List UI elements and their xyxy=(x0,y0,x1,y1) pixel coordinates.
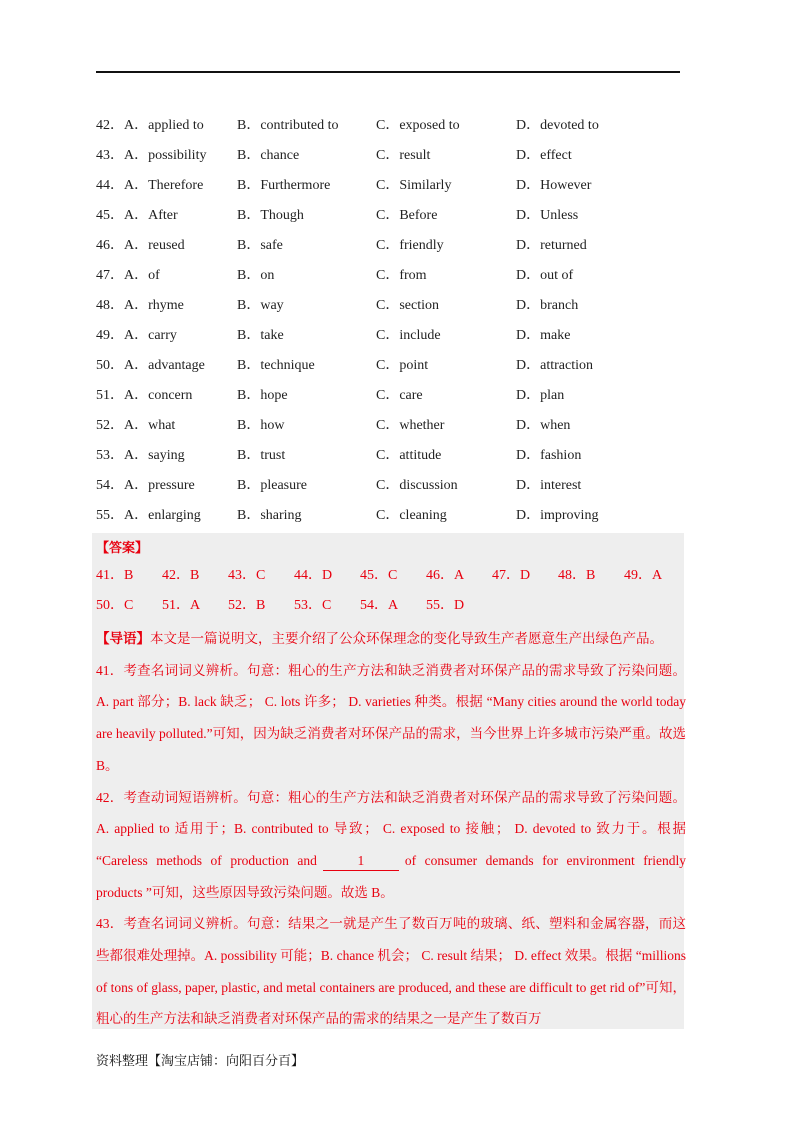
option-c: C．discussion xyxy=(376,478,458,493)
question-row xyxy=(96,141,696,171)
option-c: C．include xyxy=(376,328,441,343)
option-a: 50．A．advantage xyxy=(96,358,205,373)
option-b: B．pleasure xyxy=(237,478,307,493)
header-rule xyxy=(96,71,680,73)
question-row xyxy=(96,111,696,141)
option-b: B．chance xyxy=(237,148,300,163)
option-b: B．sharing xyxy=(237,508,302,523)
explanation xyxy=(96,623,686,1035)
blank-field: 1 xyxy=(323,852,399,871)
option-c: C．cleaning xyxy=(376,508,447,523)
question-row xyxy=(96,471,696,501)
option-a: 53．A．saying xyxy=(96,448,185,463)
explanation-41: 41．考查名词词义辨析。句意：粗心的生产方法和缺乏消费者对环保产品的需求导致了污染问题。A. part 部分；B. lack 缺乏； C. lots 许多； D. varieties 种类。根据 “Many cities around the world today are heavily polluted.”可知，因为缺乏消费者对环保产品的需求，当今世界上许多城市污染严重。故选 B。 xyxy=(96,662,686,773)
answer-item: 44．D xyxy=(294,568,333,583)
question-row xyxy=(96,231,696,261)
question-list xyxy=(96,111,696,531)
explanation-42-part2: of consumer demands for environment friendly products ”可知，这些原因导致污染问题。故选 B。 xyxy=(96,852,686,900)
option-c: C．result xyxy=(376,148,431,163)
guide-text: 本文是一篇说明文，主要介绍了公众环保理念的变化导致生产者愿意生产出绿色产品。 xyxy=(150,631,663,646)
question-row xyxy=(96,261,696,291)
answer-item: 52．B xyxy=(228,598,266,613)
option-a: 46．A．reused xyxy=(96,238,185,253)
option-d: D．effect xyxy=(516,148,572,163)
question-row xyxy=(96,411,696,441)
option-d: D．returned xyxy=(516,238,587,253)
question-row xyxy=(96,351,696,381)
option-c: C．whether xyxy=(376,418,445,433)
question-row xyxy=(96,321,696,351)
answer-item: 50．C xyxy=(96,598,134,613)
option-d: D．branch xyxy=(516,298,579,313)
question-row xyxy=(96,171,696,201)
answer-item: 42．B xyxy=(162,568,200,583)
option-b: B．take xyxy=(237,328,284,343)
option-d: D．Unless xyxy=(516,208,579,223)
option-a: 54．A．pressure xyxy=(96,478,195,493)
option-c: C．Before xyxy=(376,208,438,223)
option-d: D．However xyxy=(516,178,592,193)
answer-block xyxy=(92,533,684,1029)
option-b: B．trust xyxy=(237,448,286,463)
explanation-42 xyxy=(96,782,686,909)
option-a: 51．A．concern xyxy=(96,388,193,403)
guide-tag: 【导语】 xyxy=(96,631,150,646)
answer-item: 41．B xyxy=(96,568,134,583)
explanation-43: 43．考查名词词义辨析。句意：结果之一就是产生了数百万吨的玻璃、纸、塑料和金属容器，而这些都很难处理掉。A. possibility 可能；B. chance 机会； C. result 结果； D. effect 效果。根据 “millions of tons of glass, paper, plastic, and metal containers are produced, and these are difficult to get rid of”可知，粗心的生产方法和缺乏消费者对环保产品的需求的结果之一是产生了数百万 xyxy=(96,916,686,1027)
question-row xyxy=(96,381,696,411)
answer-item: 46．A xyxy=(426,568,465,583)
option-a: 55．A．enlarging xyxy=(96,508,201,523)
option-d: D．improving xyxy=(516,508,599,523)
option-c: C．care xyxy=(376,388,423,403)
option-b: B．on xyxy=(237,268,275,283)
option-b: B．way xyxy=(237,298,284,313)
answer-item: 48．B xyxy=(558,568,596,583)
option-d: D．when xyxy=(516,418,571,433)
option-b: B．technique xyxy=(237,358,315,373)
option-c: C．from xyxy=(376,268,427,283)
option-c: C．point xyxy=(376,358,429,373)
option-d: D．plan xyxy=(516,388,565,403)
option-d: D．out of xyxy=(516,268,574,283)
option-c: C．exposed to xyxy=(376,118,460,133)
option-b: B．how xyxy=(237,418,285,433)
option-b: B．safe xyxy=(237,238,283,253)
answer-item: 53．C xyxy=(294,598,332,613)
option-c: C．attitude xyxy=(376,448,442,463)
footer-source: 资料整理【淘宝店铺：向阳百分百】 xyxy=(96,1054,305,1069)
option-c: C．section xyxy=(376,298,439,313)
option-a: 49．A．carry xyxy=(96,328,177,343)
option-a: 43．A．possibility xyxy=(96,148,207,163)
guide-paragraph xyxy=(96,623,686,655)
answer-item: 45．C xyxy=(360,568,398,583)
question-row xyxy=(96,201,696,231)
option-b: B．Though xyxy=(237,208,304,223)
option-b: B．hope xyxy=(237,388,288,403)
option-a: 45．A．After xyxy=(96,208,178,223)
option-d: D．make xyxy=(516,328,571,343)
option-a: 42．A．applied to xyxy=(96,118,204,133)
option-a: 44．A．Therefore xyxy=(96,178,204,193)
option-c: C．Similarly xyxy=(376,178,452,193)
option-d: D．devoted to xyxy=(516,118,599,133)
option-a: 47．A．of xyxy=(96,268,160,283)
answer-item: 43．C xyxy=(228,568,266,583)
answer-heading: 【答案】 xyxy=(96,541,149,556)
option-a: 48．A．rhyme xyxy=(96,298,184,313)
question-row xyxy=(96,291,696,321)
option-a: 52．A．what xyxy=(96,418,176,433)
option-d: D．attraction xyxy=(516,358,593,373)
question-row xyxy=(96,501,696,531)
question-row xyxy=(96,441,696,471)
answer-item: 47．D xyxy=(492,568,531,583)
answer-item: 51．A xyxy=(162,598,201,613)
option-c: C．friendly xyxy=(376,238,444,253)
answer-item: 49．A xyxy=(624,568,663,583)
option-d: D．fashion xyxy=(516,448,582,463)
option-b: B．Furthermore xyxy=(237,178,331,193)
answer-item: 55．D xyxy=(426,598,465,613)
answer-item: 54．A xyxy=(360,598,399,613)
explanation-42-part1: 42．考查动词短语辨析。句意：粗心的生产方法和缺乏消费者对环保产品的需求导致了污染问题。A. applied to 适用于；B. contributed to 导致； C. exposed to 接触； D. devoted to 致力于。根据 “Careless methods of production and xyxy=(96,789,686,868)
option-d: D．interest xyxy=(516,478,582,493)
option-b: B．contributed to xyxy=(237,118,339,133)
